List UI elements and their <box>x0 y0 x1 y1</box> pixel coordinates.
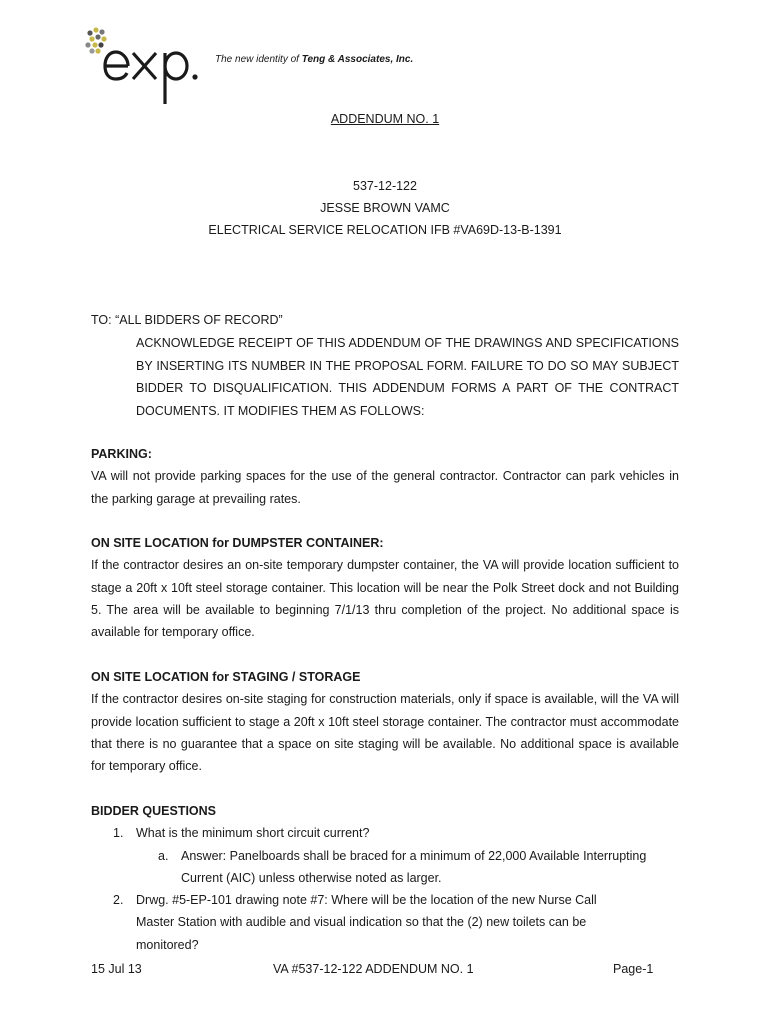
company-logo <box>84 26 214 106</box>
exp-logo-graphic <box>84 26 214 106</box>
footer-reference: VA #537-12-122 ADDENDUM NO. 1 <box>273 962 474 976</box>
section-heading: PARKING: <box>91 447 152 461</box>
question-item <box>91 889 636 956</box>
section-body: If the contractor desires on-site staging for construction materials, only if space is available, will the VA will provide location sufficient to stage a 20ft x 10ft steel storage container. The contractor must accommodate that there is no guarantee that a space on site staging will be available. No additional space is available for temporary office. <box>91 692 679 774</box>
tagline-prefix: The new identity of <box>215 54 302 65</box>
facility-name: JESSE BROWN VAMC <box>320 201 450 215</box>
addendum-title: ADDENDUM NO. 1 <box>330 112 440 126</box>
parking-section <box>91 443 679 510</box>
question-number: 1. <box>113 826 124 841</box>
answer-letter: a. <box>158 848 169 863</box>
dumpster-section <box>91 532 679 643</box>
acknowledge-paragraph: ACKNOWLEDGE RECEIPT OF THIS ADDENDUM OF THE DRAWINGS AND SPECIFICATIONS BY INSERTING ITS NUMBER IN THE PROPOSAL FORM. FAILURE TO DO SO MAY SUBJECT BIDDER TO DISQUALIFICATION. THIS ADDENDUM FORMS A PART OF THE CONTRACT DOCUMENTS. IT MODIFIES THEM AS FOLLOWS: <box>136 336 679 418</box>
tagline-company: Teng & Associates, Inc. <box>301 54 414 65</box>
project-number: 537-12-122 <box>353 179 417 193</box>
answer-item <box>91 845 661 890</box>
company-tagline <box>215 54 413 65</box>
footer-date: 15 Jul 13 <box>91 962 142 976</box>
to-line: TO: “ALL BIDDERS OF RECORD” <box>91 313 283 327</box>
question-item <box>91 822 679 844</box>
questions-heading: BIDDER QUESTIONS <box>91 804 217 818</box>
question-text: Drwg. #5-EP-101 drawing note #7: Where will be the location of the new Nurse Call Master Station with audible and visual indication so that the (2) new toilets can be monitored? <box>136 893 597 952</box>
staging-section <box>91 666 679 777</box>
section-heading: ON SITE LOCATION for DUMPSTER CONTAINER: <box>91 536 384 550</box>
footer-page-number: Page-1 <box>613 962 654 976</box>
section-body: VA will not provide parking spaces for the use of the general contractor. Contractor can park vehicles in the parking garage at prevailing rates. <box>91 469 679 506</box>
section-heading: ON SITE LOCATION for STAGING / STORAGE <box>91 670 361 684</box>
answer-text: Answer: Panelboards shall be braced for a minimum of 22,000 Available Interrupting Current (AIC) unless otherwise noted as larger. <box>181 848 647 885</box>
bidder-questions <box>91 800 679 956</box>
question-text: What is the minimum short circuit current? <box>136 826 370 841</box>
question-number: 2. <box>113 893 124 908</box>
section-body: If the contractor desires an on-site temporary dumpster container, the VA will provide location sufficient to stage a 20ft x 10ft steel storage container. This location will be near the Polk Street dock and not Building 5. The area will be available to beginning 7/1/13 thru completion of the project. No additional space is available for temporary office. <box>91 558 679 640</box>
project-name: ELECTRICAL SERVICE RELOCATION IFB #VA69D-13-B-1391 <box>208 223 562 237</box>
